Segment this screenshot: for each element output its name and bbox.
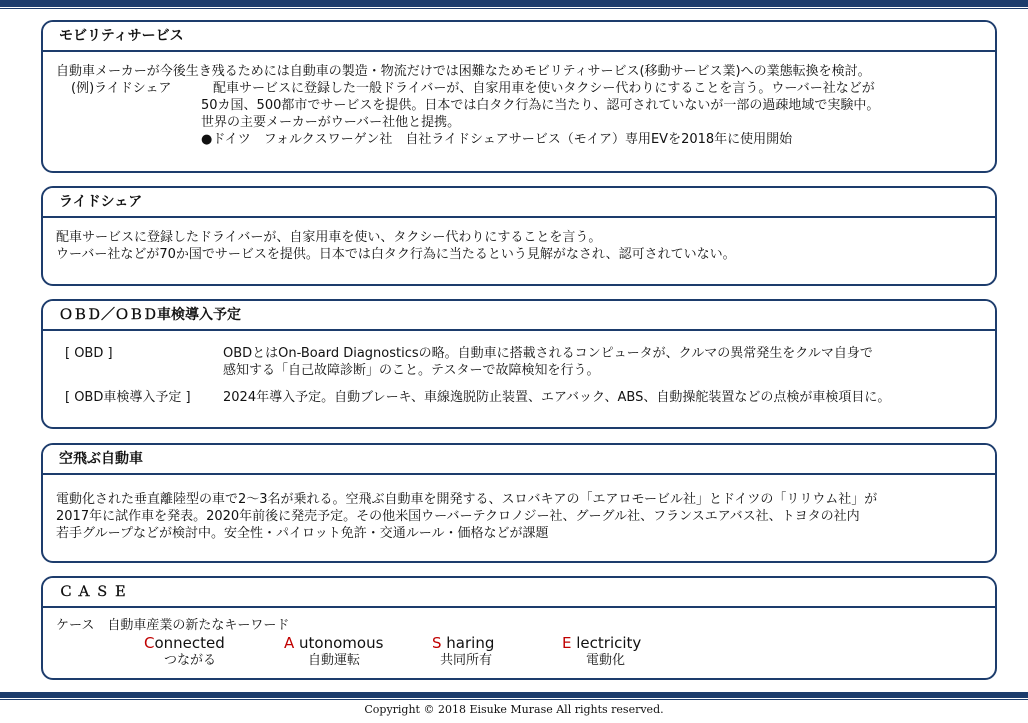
- obd-definition: [56, 345, 995, 379]
- section-title: ＣＡＳＥ: [43, 578, 995, 608]
- case-intro: ケース 自動車産業の新たなキーワード: [56, 618, 290, 633]
- section-body: [43, 608, 995, 670]
- section-mobility-service: [41, 20, 997, 173]
- section-body: [43, 331, 995, 406]
- inspection-text: 2024年導入予定。自動ブレーキ、車線逸脱防止装置、エアバック、ABS、自動操舵装置などの点検が車検項目に。: [223, 390, 891, 405]
- top-banner-bar: [0, 0, 1028, 7]
- rideshare-line: 配車サービスに登録したドライバーが、自家用車を使い、タクシー代わりにすることを言う。: [56, 230, 602, 245]
- example-line: 世界の主要メーカーがウーバー社他と提携。: [201, 115, 461, 130]
- section-case: [41, 576, 997, 680]
- term-initial: A: [284, 634, 295, 652]
- case-term-jp: 自動運転: [308, 653, 361, 668]
- example-text: [201, 80, 880, 148]
- section-body: [43, 52, 995, 148]
- case-term-jp: 電動化: [586, 653, 626, 668]
- mobility-intro: 自動車メーカーが今後生き残るためには自動車の製造・物流だけでは困難なためモビリティサービス(移動サービス業)への業態転換を検討。: [56, 64, 871, 79]
- obd-line: 感知する「自己故障診断」のこと。テスターで故障検知を行う。: [223, 363, 600, 378]
- section-title: モビリティサービス: [43, 22, 995, 52]
- section-body: [43, 218, 995, 263]
- section-rideshare: [41, 186, 997, 286]
- obd-inspection: [56, 389, 995, 406]
- example-label: (例)ライドシェア: [71, 81, 172, 96]
- section-title: 空飛ぶ自動車: [43, 445, 995, 475]
- section-flying-car: [41, 443, 997, 563]
- flying-line: 電動化された垂直離陸型の車で2～3名が乗れる。空飛ぶ自動車を開発する、スロバキアの「エアロモービル社」とドイツの「リリウム社」が: [56, 492, 878, 507]
- top-banner-rule: [0, 8, 1028, 9]
- section-obd: [41, 299, 997, 429]
- example-line: ●ドイツ フォルクスワーゲン社 自社ライドシェアサービス（モイア）専用EVを2018年に使用開始: [201, 132, 793, 147]
- obd-line: OBDとはOn-Board Diagnosticsの略。自動車に搭載されるコンピュータが、クルマの異常発生をクルマ自身で: [223, 346, 873, 361]
- term-initial: E: [562, 634, 572, 652]
- flying-line: 2017年に試作車を発表。2020年前後に発売予定。その他米国ウーバーテクロノジー社、グーグル社、フランスエアバス社、トヨタの社内: [56, 509, 860, 524]
- case-term-electricity: [562, 634, 641, 652]
- term-initial: S: [432, 634, 442, 652]
- case-term-connected: [144, 634, 284, 652]
- section-title: ライドシェア: [43, 188, 995, 218]
- flying-line: 若手グループなどが検討中。安全性・パイロット免許・交通ルール・価格などが課題: [56, 526, 549, 541]
- obd-label: [ OBD ]: [65, 346, 113, 361]
- term-rest: onnected: [154, 634, 225, 652]
- rideshare-example: [56, 80, 995, 148]
- bottom-banner-bar: [0, 692, 1028, 698]
- case-term-autonomous: [284, 634, 432, 652]
- copyright-notice: Copyright © 2018 Eisuke Murase All rights reserved.: [364, 703, 664, 716]
- term-rest: lectricity: [571, 634, 642, 652]
- example-line: 配車サービスに登録した一般ドライバーが、自家用車を使いタクシー代わりにすることを言う。ウーバー社などが: [213, 81, 875, 96]
- case-terms-jp: [56, 652, 995, 670]
- obd-text: [223, 345, 873, 379]
- term-rest: utonomous: [294, 634, 384, 652]
- section-title: ＯＢＤ／ＯＢＤ車検導入予定: [43, 301, 995, 331]
- term-rest: haring: [441, 634, 495, 652]
- case-term-jp: 共同所有: [440, 653, 493, 668]
- term-initial: C: [144, 634, 155, 652]
- case-terms: [56, 634, 995, 652]
- rideshare-line: ウーバー社などが70か国でサービスを提供。日本では白タク行為に当たるという見解がなされ、認可されていない。: [56, 247, 736, 262]
- case-term-jp: つながる: [164, 653, 217, 668]
- inspection-label: [ OBD車検導入予定 ]: [65, 390, 191, 405]
- section-body: [43, 475, 995, 542]
- example-line: 50カ国、500都市でサービスを提供。日本では白タク行為に当たり、認可されていないが一部の過疎地域で実験中。: [201, 98, 880, 113]
- bottom-banner-rule: [0, 699, 1028, 700]
- case-term-sharing: [432, 634, 562, 652]
